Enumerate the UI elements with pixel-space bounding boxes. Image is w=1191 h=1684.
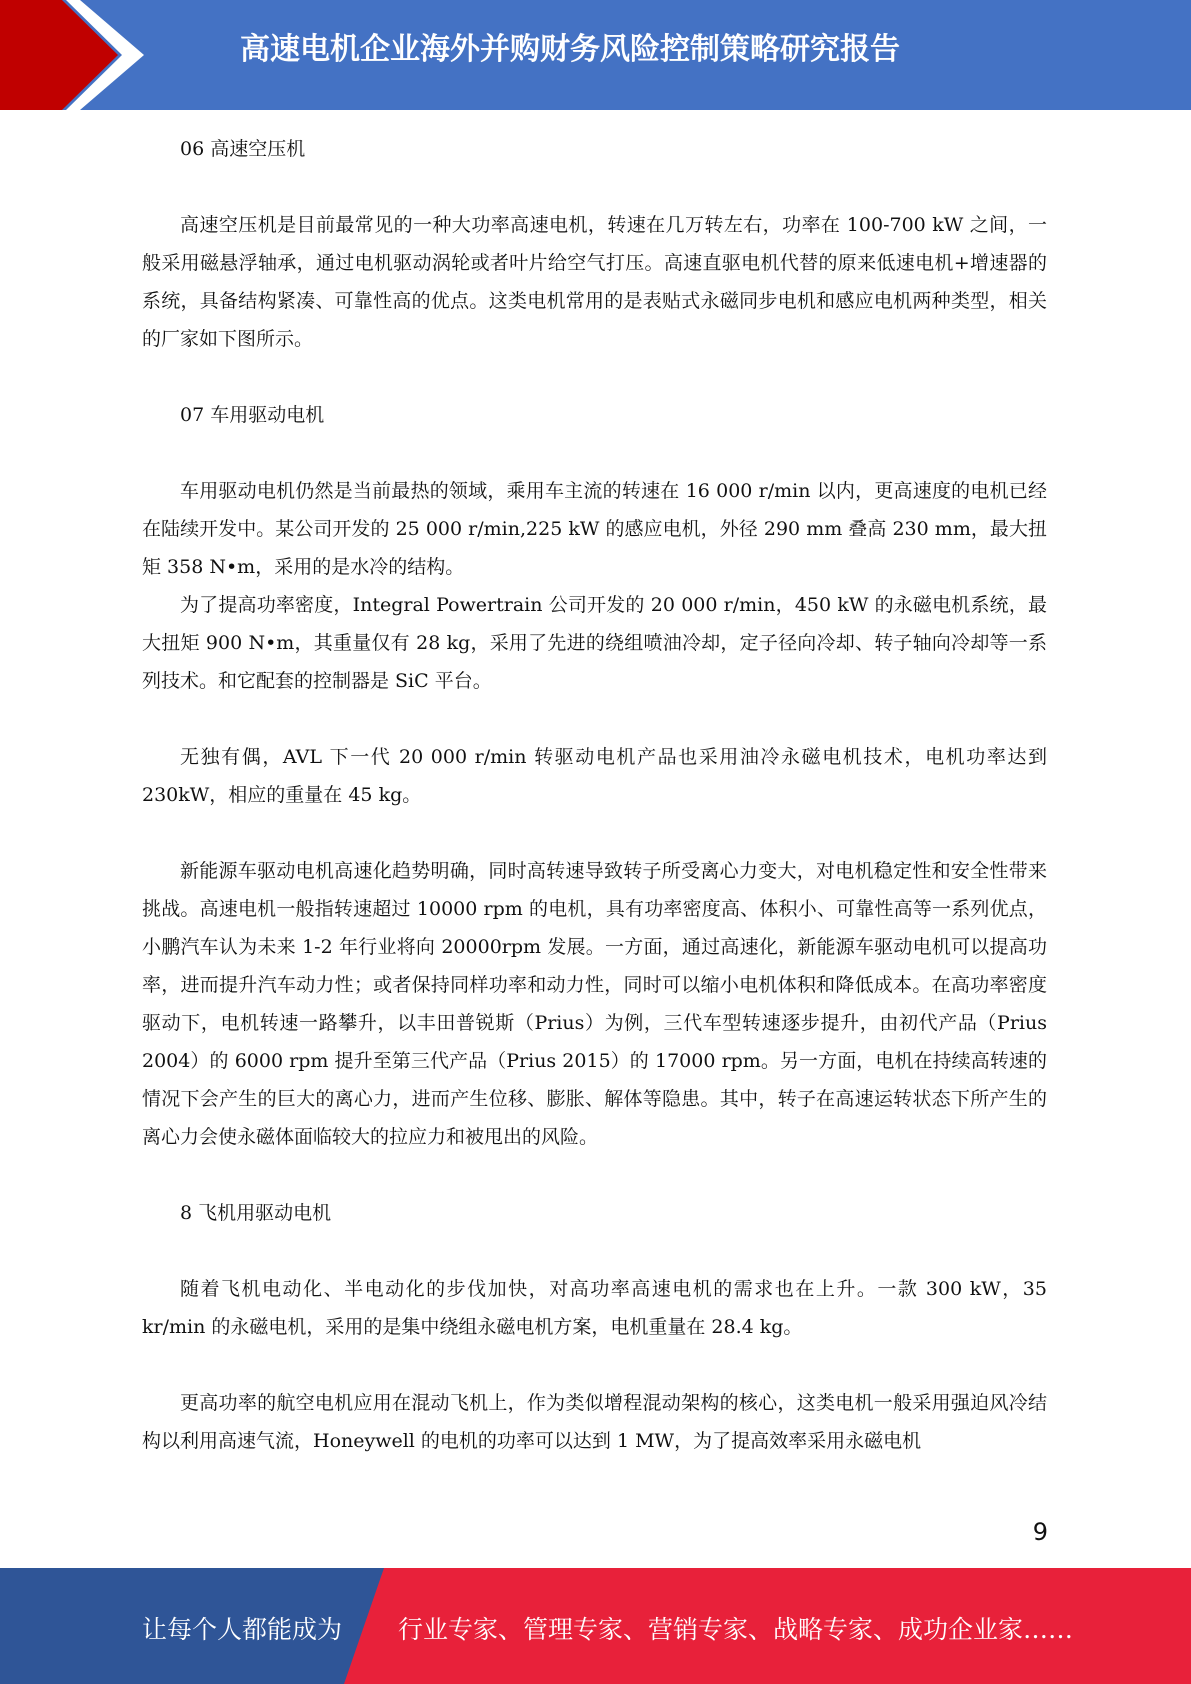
paragraph: 更高功率的航空电机应用在混动飞机上，作为类似增程混动架构的核心，这类电机一般采用强迫风冷结构以利用高速气流，Honeywell 的电机的功率可以达到 1 MW，为了提高效率采用永磁电机 [142, 1392, 1047, 1452]
footer-slogan-left: 让每个人都能成为 [142, 1615, 343, 1644]
page-footer [0, 1568, 1191, 1684]
paragraph: 为了提高功率密度，Integral Powertrain 公司开发的 20 000 r/min，450 kW 的永磁电机系统，最大扭矩 900 N•m，其重量仅有 28 kg，采用了先进的绕组喷油冷却，定子径向冷却、转子轴向冷却等一系列技术。和它配套的控制器是 SiC 平台。 [142, 594, 1047, 692]
paragraph: 新能源车驱动电机高速化趋势明确，同时高转速导致转子所受离心力变大，对电机稳定性和安全性带来挑战。高速电机一般指转速超过 10000 rpm 的电机，具有功率密度高、体积小、可靠性高等一系列优点，小鹏汽车认为未来 1-2 年行业将向 20000rpm 发展。一方面，通过高速化，新能源车驱动电机可以提高功率，进而提升汽车动力性；或者保持同样功率和动力性，同时可以缩小电机体积和降低成本。在高功率密度驱动下，电机转速一路攀升，以丰田普锐斯（Prius）为例，三代车型转速逐步提升，由初代产品（Prius 2004）的 6000 rpm 提升至第三代产品（Prius 2015）的 17000 rpm。另一方面，电机在持续高转速的情况下会产生的巨大的离心力，进而产生位移、膨胀、解体等隐患。其中，转子在高速运转状态下所产生的离心力会使永磁体面临较大的拉应力和被甩出的风险。 [142, 860, 1047, 1148]
page-header [0, 0, 1191, 110]
paragraph: 随着飞机电动化、半电动化的步伐加快，对高功率高速电机的需求也在上升。一款 300 kW，35 kr/min 的永磁电机，采用的是集中绕组永磁电机方案，电机重量在 28.4 kg。 [142, 1278, 1047, 1338]
document-body [142, 130, 1047, 1460]
section-heading-08: 8 飞机用驱动电机 [180, 1202, 332, 1224]
paragraph: 高速空压机是目前最常见的一种大功率高速电机，转速在几万转左右，功率在 100-700 kW 之间，一般采用磁悬浮轴承，通过电机驱动涡轮或者叶片给空气打压。高速直驱电机代替的原来低速电机+增速器的系统，具备结构紧凑、可靠性高的优点。这类电机常用的是表贴式永磁同步电机和感应电机两种类型，相关的厂家如下图所示。 [142, 214, 1047, 350]
paragraph: 无独有偶，AVL 下一代 20 000 r/min 转驱动电机产品也采用油冷永磁电机技术，电机功率达到 230kW，相应的重量在 45 kg。 [142, 746, 1047, 806]
paragraph: 车用驱动电机仍然是当前最热的领域，乘用车主流的转速在 16 000 r/min 以内，更高速度的电机已经在陆续开发中。某公司开发的 25 000 r/min,225 kW 的感应电机，外径 290 mm 叠高 230 mm，最大扭矩 358 N•m，采用的是水冷的结构。 [142, 480, 1047, 578]
section-heading-06: 06 高速空压机 [180, 138, 306, 160]
header-red-arrow [0, 0, 150, 110]
page-number: 9 [1032, 1518, 1048, 1546]
footer-slogan-right: 行业专家、管理专家、营销专家、战略专家、成功企业家…… [398, 1615, 1074, 1644]
report-title: 高速电机企业海外并购财务风险控制策略研究报告 [240, 32, 900, 67]
section-heading-07: 07 车用驱动电机 [180, 404, 325, 426]
